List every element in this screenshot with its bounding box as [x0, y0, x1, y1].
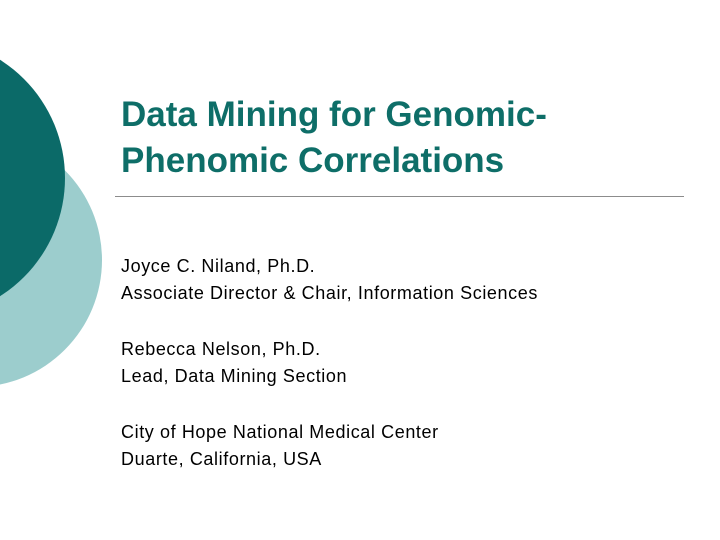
author-name: Joyce C. Niland, Ph.D. — [121, 256, 316, 276]
author-name: Rebecca Nelson, Ph.D. — [121, 339, 321, 359]
organization-location: Duarte, California, USA — [121, 449, 322, 469]
title-line-1: Data Mining for Genomic- — [121, 95, 547, 134]
organization-name: City of Hope National Medical Center — [121, 422, 439, 442]
author-block-2 — [121, 336, 701, 390]
author-role: Associate Director & Chair, Information Sciences — [121, 283, 538, 303]
affiliation-block — [121, 419, 701, 473]
slide-body — [121, 253, 701, 502]
author-role: Lead, Data Mining Section — [121, 366, 348, 386]
author-block-1 — [121, 253, 701, 307]
title-line-2: Phenomic Correlations — [121, 141, 505, 180]
slide-title — [121, 92, 681, 184]
title-divider — [115, 196, 684, 197]
